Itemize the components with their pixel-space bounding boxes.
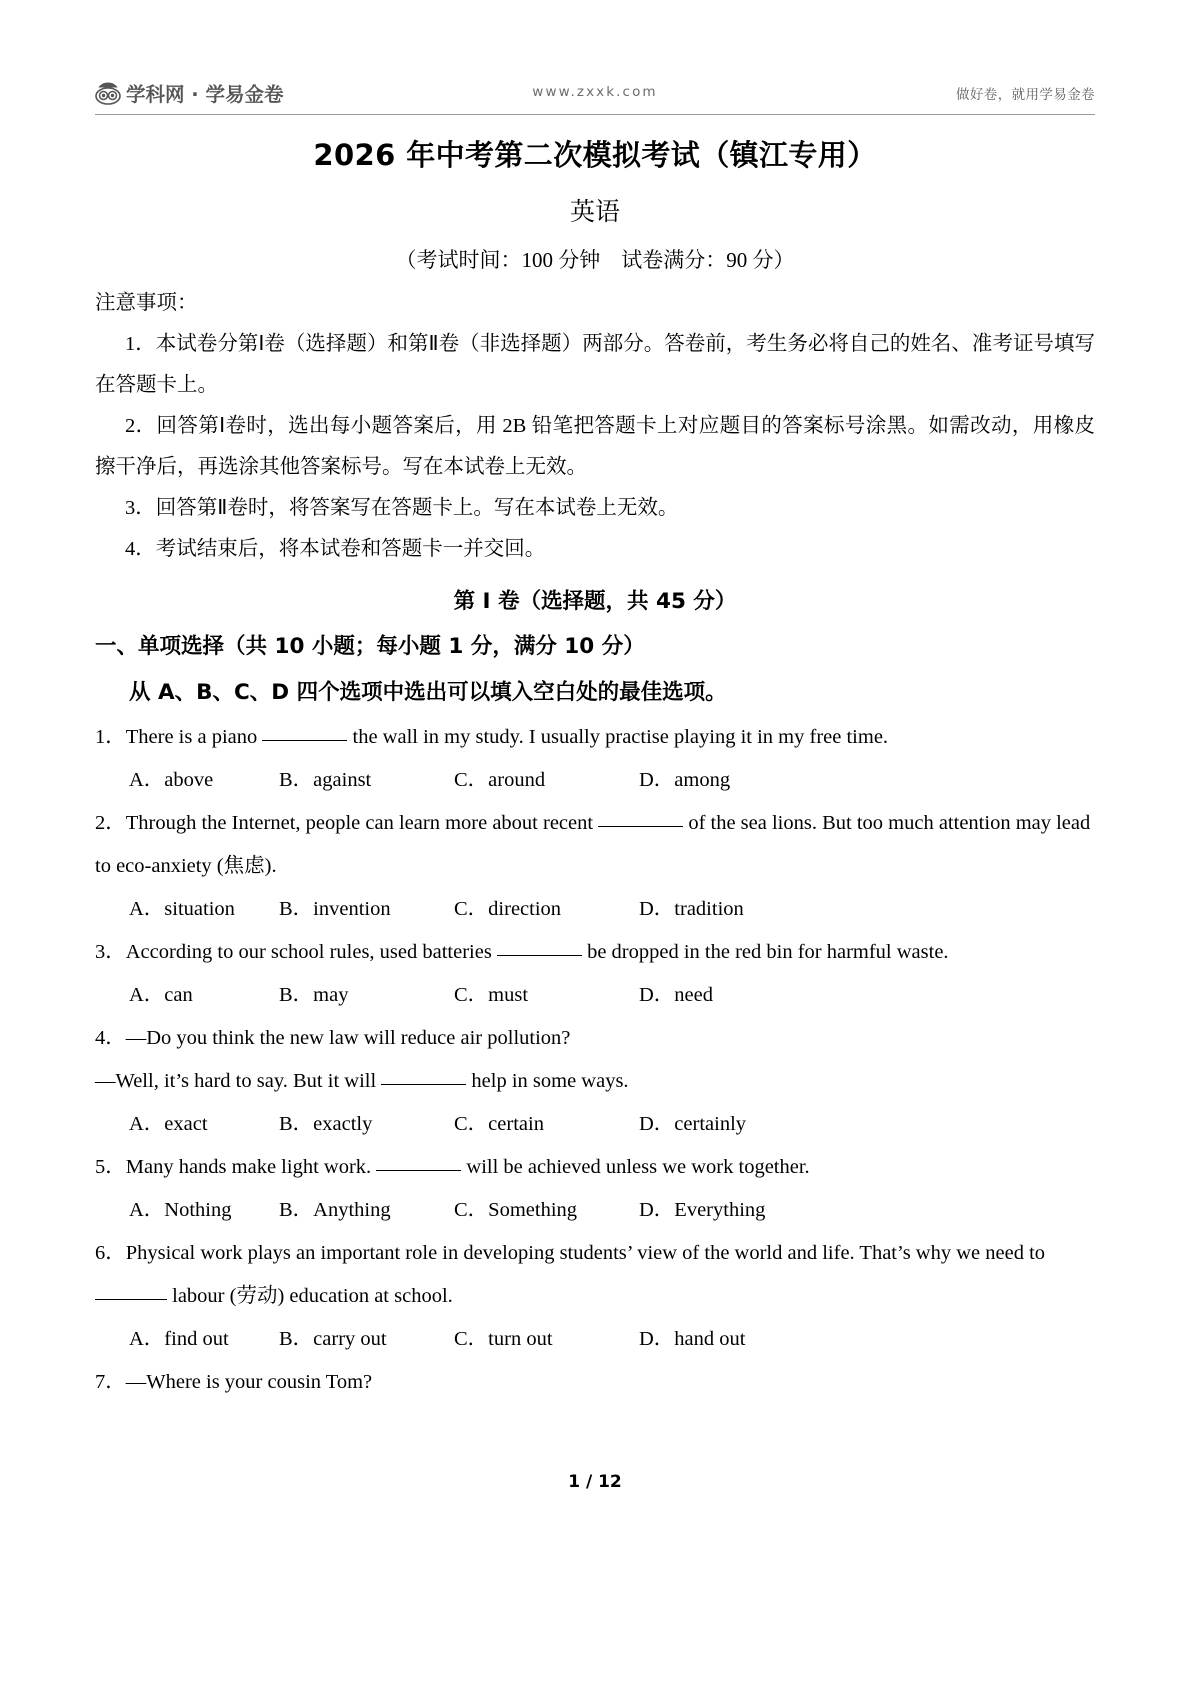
brand-logo [95,79,284,107]
question-1-number: 1． [95,726,126,748]
question-1-option-a[interactable]: A．above [129,769,214,791]
question-2-option-b[interactable]: B．invention [279,898,391,920]
site-url: www.zxxk.com [532,84,658,100]
question-6-option-a[interactable]: A．find out [129,1328,229,1350]
page-number: 1 / 12 [568,1472,622,1492]
brand-slogan: 做好卷，就用学易金卷 [956,87,1095,103]
question-6-option-d[interactable]: D．hand out [639,1328,746,1350]
question-7-text-line1: —Where is your cousin Tom? [125,1371,373,1393]
question-3-number: 3． [95,941,126,963]
question-1-text-after: the wall in my study. I usually practise playing it in my free time. [347,726,889,748]
question-5-stem [95,1146,1095,1189]
question-4-stem-line1 [95,1017,1095,1060]
question-6-number: 6． [95,1242,126,1264]
question-3-text-before: According to our school rules, used batteries [125,941,497,963]
question-1-text-before: There is a piano [125,726,263,748]
question-2 [95,802,1095,931]
question-7 [95,1361,1095,1404]
question-6-blank[interactable] [95,1299,167,1300]
question-2-stem [95,802,1095,888]
question-6-stem [95,1232,1095,1318]
question-3-option-b[interactable]: B．may [279,984,349,1006]
question-2-text-before: Through the Internet, people can learn more about recent [125,812,599,834]
question-3-stem [95,931,1095,974]
question-2-blank[interactable] [598,826,683,827]
notice-heading: 注意事项： [95,292,198,314]
question-5-option-d[interactable]: D．Everything [639,1199,766,1221]
question-7-stem-line1 [95,1361,1095,1404]
question-2-number: 2． [95,812,126,834]
question-5-option-c[interactable]: C．Something [454,1199,578,1221]
notice-item-1: 1．本试卷分第Ⅰ卷（选择题）和第Ⅱ卷（非选择题）两部分。答卷前，考生务必将自己的姓名、准考证号填写在答题卡上。 [95,333,1095,396]
section-instruction: 从 A、B、C、D 四个选项中选出可以填入空白处的最佳选项。 [129,680,727,705]
question-6-option-c[interactable]: C．turn out [454,1328,553,1350]
question-7-number: 7． [95,1371,126,1393]
question-4-option-b[interactable]: B．exactly [279,1113,373,1135]
question-4-options [95,1103,1095,1146]
section-heading: 一、单项选择（共 10 小题；每小题 1 分，满分 10 分） [95,634,645,659]
question-2-text-after: of the sea lions. But too much attention may lead to eco-anxiety (焦虑). [95,812,1091,877]
question-4-stem-line2 [95,1060,1095,1103]
question-3-options [95,974,1095,1017]
question-5-number: 5． [95,1156,126,1178]
question-2-option-c[interactable]: C．direction [454,898,562,920]
question-3-text-after: be dropped in the red bin for harmful waste. [581,941,949,963]
page-header [95,72,1095,115]
notice-item-2: 2．回答第Ⅰ卷时，选出每小题答案后，用 2B 铅笔把答题卡上对应题目的答案标号涂黑。如需改动，用橡皮擦干净后，再选涂其他答案标号。写在本试卷上无效。 [95,415,1095,478]
question-1-option-b[interactable]: B．against [279,769,372,791]
question-1-stem [95,716,1095,759]
question-6-text-before: Physical work plays an important role in developing students’ view of the world and life. That’s why we need to [125,1242,1046,1264]
question-5 [95,1146,1095,1232]
question-6-option-b[interactable]: B．carry out [279,1328,387,1350]
question-5-text-after: will be achieved unless we work together. [461,1156,810,1178]
exam-body [95,283,1095,1404]
question-3-option-c[interactable]: C．must [454,984,529,1006]
question-3 [95,931,1095,1017]
question-1-options [95,759,1095,802]
owl-logo-icon [95,81,121,105]
question-2-option-a[interactable]: A．situation [129,898,235,920]
question-4 [95,1017,1095,1146]
page-title: 2026 年中考第二次模拟考试（镇江专用） [313,138,877,172]
question-4-option-a[interactable]: A．exact [129,1113,208,1135]
question-2-option-d[interactable]: D．tradition [639,898,744,920]
question-6-text-after: labour (劳动) education at school. [167,1285,453,1307]
question-3-option-d[interactable]: D．need [639,984,714,1006]
question-4-option-c[interactable]: C．certain [454,1113,544,1135]
question-1-option-d[interactable]: D．among [639,769,731,791]
notice-item-3: 3．回答第Ⅱ卷时，将答案写在答题卡上。写在本试卷上无效。 [125,497,679,519]
brand-name: 学科网 · 学易金卷 [126,83,284,106]
question-1-option-c[interactable]: C．around [454,769,546,791]
question-5-options [95,1189,1095,1232]
subject-title: 英语 [569,197,620,226]
question-4-text-line1: —Do you think the new law will reduce air pollution? [125,1027,571,1049]
question-6-options [95,1318,1095,1361]
question-4-number: 4． [95,1027,126,1049]
question-5-option-b[interactable]: B．Anything [279,1199,391,1221]
exam-info: （考试时间：100 分钟 试卷满分：90 分） [395,248,795,272]
question-4-option-d[interactable]: D．certainly [639,1113,747,1135]
question-1 [95,716,1095,802]
question-4-text-before: —Well, it’s hard to say. But it will [95,1070,382,1092]
question-4-blank[interactable] [381,1084,466,1085]
volume-heading: 第 I 卷（选择题，共 45 分） [453,589,737,614]
question-5-text-before: Many hands make light work. [125,1156,377,1178]
notice-item-4: 4．考试结束后，将本试卷和答题卡一并交回。 [125,538,546,560]
question-1-blank[interactable] [262,740,347,741]
question-6 [95,1232,1095,1361]
question-3-option-a[interactable]: A．can [129,984,193,1006]
question-2-options [95,888,1095,931]
question-4-text-after: help in some ways. [466,1070,629,1092]
question-5-option-a[interactable]: A．Nothing [129,1199,232,1221]
question-5-blank[interactable] [376,1170,461,1171]
question-3-blank[interactable] [497,955,582,956]
